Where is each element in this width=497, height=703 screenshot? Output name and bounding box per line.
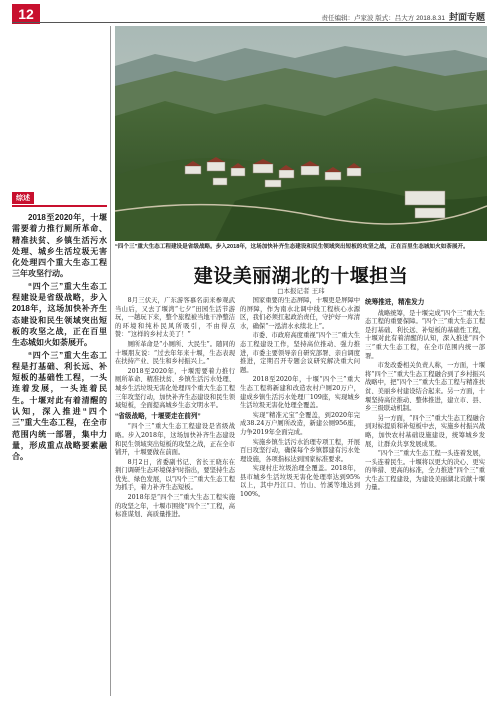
header-divider [12, 22, 485, 23]
article-paragraph: 8月三伏天，广东游客慕名前来参观武当山后，又去了堰湾“七夕”田园生活节游玩，一趟玩下来，整个旅程被当地干净整洁的环境和纯朴民风所吸引，不由得点赞：“这样的乡村太美了！” [115, 297, 235, 339]
summary-sidebar [12, 185, 107, 464]
sidebar-rule [12, 205, 107, 207]
article-column-3 [365, 297, 485, 697]
section-title: 封面专题 [448, 12, 485, 22]
article-paragraph: 战略统筹，是十堰完成“四个三”重大生态工程的重要保障。“四个三”重大生态工程是打基础、利长远、补短板的基础性工程，十堰对此有着清醒的认知，深入推进“四个三”重大生态工程，在全市范围内统一部署。 [365, 309, 485, 360]
article-paragraph: 2018至2020年，十堰“四个三”重大生态工程将新建和改造农村户厕20万户，建成乡镇生活污水处理厂109座，实现城乡生活垃圾无害化处理全覆盖。 [240, 376, 360, 410]
sidebar-paragraph: “四个三”重大生态工程是打基础、利长远、补短板的基础性工程，一头连着发展，一头连着民生。十堰对此有着清醒的认知，深入推进“四个三”重大生态工程，在全市范围内统一部署，集中力量，形成重点战略要素融合。 [12, 350, 107, 462]
sidebar-paragraph: “四个三”重大生态工程建设是省级战略，步入2018年，这场加快补齐生态建设和民生领域突出短板的攻坚之战，正在百里生态城如火如荼展开。 [12, 281, 107, 348]
article-paragraph: 8月2日，省委副书记、省长王晓东在荆门调研生态环境保护时指出，要坚持生态优先、绿色发展，以“四个三”重大生态工程为抓手，着力补齐生态短板。 [115, 458, 235, 492]
article-column-1 [115, 297, 235, 697]
article-title: 建设美丽湖北的十堰担当 [193, 266, 409, 287]
article-column-2 [240, 297, 360, 697]
article-paragraph: 市委、市政府高度重视“四个三”重大生态工程建设工作，坚持高位推动、强力推进，市委主要领导亲自研究部署、亲自调度推进，定期召开专题会议研究解决重大问题。 [240, 332, 360, 374]
sidebar-paragraph: 2018至2020年，十堰需要着力推行厕所革命、精准扶贫、乡镇生活污水处理、城乡生活垃圾无害化处理四个重大生态工程三年攻坚行动。 [12, 213, 107, 279]
article-body [115, 297, 487, 697]
article-paragraph: 实施乡镇生活污水治理专项工程，开展百日攻坚行动，确保每个乡镇都建有污水处理设施，各项指标达到国家标准要求。 [240, 438, 360, 463]
page-number: 12 [12, 4, 40, 24]
article-paragraph: 市发改委相关负责人称，一方面，十堰将“四个三”重大生态工程融合到了乡村振兴战略中，把“四个三”重大生态工程与精准扶贫、美丽乡村建设结合起来。另一方面，十堰坚持高位推动、整体推进，建立市、县、乡三级联动机制。 [365, 362, 485, 413]
mountain-village-photo [115, 26, 487, 241]
article-paragraph: “四个三”重大生态工程建设是省级战略。步入2018年，这场加快补齐生态建设和民生领域突出短板的攻坚之战，正在全市铺开，十堰要做在前面。 [115, 423, 235, 457]
section-heading: 统筹推进，精准发力 [365, 299, 425, 306]
header-editor-info: 责任编辑：卢家波 版式：吕大方 2018.8.31 [321, 15, 445, 22]
section-heading: “省级战略，十堰要走在前列” [115, 412, 201, 420]
sidebar-tag: 综述 [12, 192, 34, 204]
article-paragraph: 2018至2020年，十堰需要着力推行厕所革命、精准扶贫、乡镇生活污水处理、城乡生活垃圾无害化处理四个重大生态工程三年攻坚行动，加快补齐生态建设和民生领域短板，全面提高城乡生态文明水平。 [115, 367, 235, 410]
page-header [0, 0, 497, 22]
article-paragraph: “四个三”重大生态工程一头连着发展，一头连着民生。十堰将以更大的决心、更实的举措、更高的标准，全力推进“四个三”重大生态工程建设，为建设美丽湖北贡献十堰力量。 [365, 450, 485, 492]
article-paragraph: 实现村庄垃圾治理全覆盖。2018年，县市城乡生活垃圾无害化处理率达到95%以上，其中丹江口、竹山、竹溪等地达到100%。 [240, 465, 360, 499]
article-paragraph: 国家重要的生态屏障，十堰更是屏障中的屏障，作为南水北调中线工程核心水源区，我们必须扛起政治责任，守护好一库清水，确保“一泓清水永续北上”。 [240, 297, 360, 330]
article-paragraph: 另一方面，“四个三”重大生态工程融合到对标提质和补短板中去，实施乡村振兴战略，加快农村基础设施建设，统筹城乡发展，让群众共享发展成果。 [365, 414, 485, 448]
article-paragraph: 实现“精准元宝”全覆盖，到2020年完成38.24万户厕所改造，新建公厕956座，力争2019年全面完成。 [240, 411, 360, 436]
photo-caption: “四个三”重大生态工程建设是省级战略。步入2018年，这场加快补齐生态建设和民生领域突出短板的攻坚之战，正在百里生态城如火如荼展开。 [115, 244, 469, 250]
article-paragraph: 厕所革命是“小厕所、大民生”。随同的十堰朋友说：“过去年年来十堰，生态表现在扶持产业、民生和乡村振兴上。” [115, 340, 235, 366]
cover-photo [115, 26, 487, 241]
sidebar-divider [110, 26, 111, 696]
sidebar-text [12, 212, 107, 463]
article-paragraph: 2018年是“四个三”重大生态工程实施的攻坚之年，十堰市围绕“四个三”工程，高标准谋划、高质量推进。 [115, 494, 235, 519]
article-byline: □本报记者 王玮 [277, 287, 325, 295]
